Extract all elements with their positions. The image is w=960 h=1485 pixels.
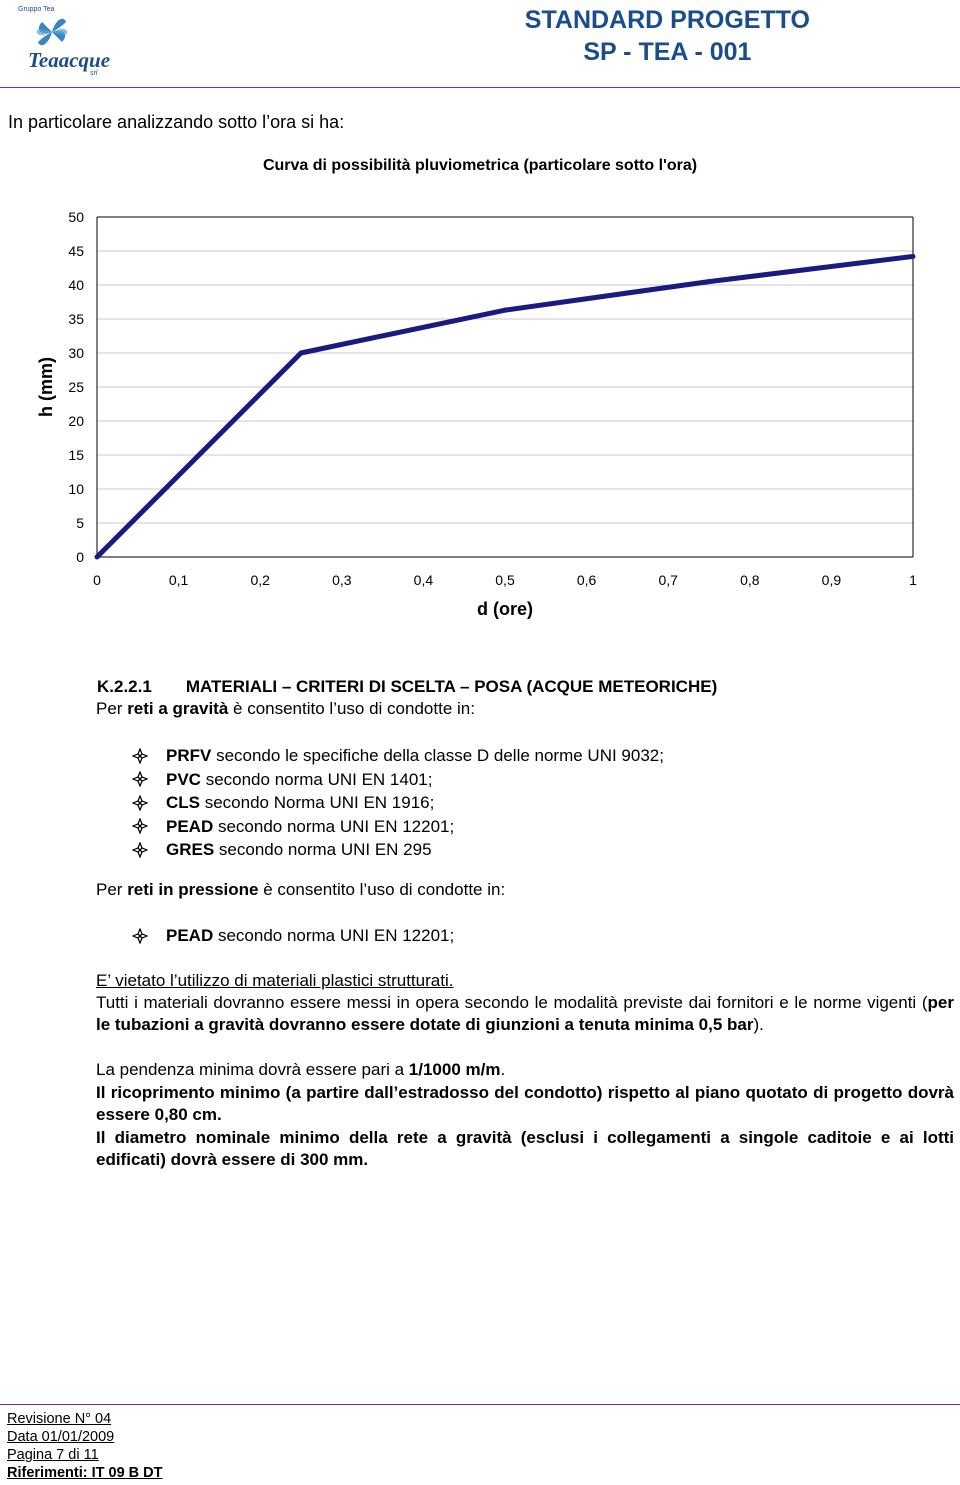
x-axis-label: d (ore): [477, 599, 533, 619]
y-tick-label: 50: [68, 209, 84, 225]
y-tick-label: 35: [68, 311, 84, 327]
document-title-line1: STANDARD PROGETTO: [524, 6, 810, 34]
list-item-standard: secondo le specifiche della classe D delle norme UNI 9032;: [211, 746, 664, 765]
list-item-material: PVC: [166, 769, 201, 789]
x-tick-label: 0,8: [740, 572, 760, 588]
gravity-intro-post: è consentito l’uso di condotte in:: [228, 699, 475, 718]
page-footer: [7, 1410, 163, 1482]
gravity-intro: [96, 698, 954, 720]
list-item: [132, 838, 664, 862]
chart-title-text: Curva di possibilità pluviometrica (particolare sotto l'ora): [262, 157, 698, 174]
document-title-line2: SP - TEA - 001: [583, 38, 752, 66]
data-point: [911, 254, 916, 259]
installation-post: ).: [753, 1015, 764, 1034]
y-tick-label: 10: [68, 481, 84, 497]
list-item-material: CLS: [166, 793, 200, 812]
rainfall-curve-chart: [0, 195, 960, 635]
chart-title: [0, 157, 960, 175]
x-tick-label: 0: [93, 572, 101, 588]
diamond-bullet-icon: [132, 842, 148, 858]
pressure-materials-list: [132, 924, 454, 948]
cover-paragraph: Il ricoprimento minimo (a partire dall’estradosso del condotto) rispetto al piano quotato di progetto dovrà essere 0,80 cm.: [96, 1083, 954, 1124]
diamond-bullet-icon: [132, 795, 148, 811]
x-tick-label: 0,7: [658, 572, 678, 588]
pressure-intro-pre: Per: [96, 880, 128, 899]
document-title: [525, 4, 810, 68]
logo-group-label: Gruppo Tea: [18, 6, 55, 13]
list-item: [132, 815, 664, 839]
gravity-intro-pre: Per: [96, 699, 128, 718]
footer-references: Riferimenti: IT 09 B DT: [7, 1465, 163, 1481]
diamond-bullet-icon: [132, 771, 148, 787]
footer-page: Pagina 7 di 11: [7, 1447, 99, 1463]
y-tick-label: 30: [68, 345, 84, 361]
installation-paragraph: [96, 992, 954, 1036]
list-item: [132, 791, 664, 815]
plastic-note: E’ vietato l’utilizzo di materiali plastici strutturati.: [96, 971, 454, 990]
section-title: MATERIALI – CRITERI DI SCELTA – POSA (ACQUE METEORICHE): [185, 677, 718, 696]
x-tick-label: 0,9: [821, 572, 842, 588]
footer-revision: Revisione N° 04: [7, 1411, 112, 1427]
footer-divider: [0, 1404, 960, 1405]
y-tick-label: 45: [68, 243, 84, 259]
x-tick-label: 0,3: [332, 572, 352, 588]
logo-wordmark: Teaacque: [28, 48, 111, 72]
y-tick-label: 5: [76, 515, 84, 531]
list-item-standard: secondo norma UNI EN 12201;: [213, 926, 455, 945]
footer-date: Data 01/01/2009: [7, 1429, 115, 1445]
company-logo: [8, 4, 118, 80]
pressure-intro-bold: reti in pressione: [127, 880, 259, 899]
data-point: [503, 308, 508, 313]
data-point: [707, 279, 712, 284]
list-item-material: PEAD: [166, 816, 214, 836]
y-tick-label: 40: [68, 277, 84, 293]
diamond-bullet-icon: [132, 818, 148, 834]
list-item-material: PRFV: [166, 746, 212, 765]
list-item-material: GRES: [166, 840, 215, 859]
series-line: [97, 256, 913, 557]
installation-pre: Tutti i materiali dovranno essere messi in opera secondo le modalità previste dai fornitori e le norme vigenti (: [96, 993, 928, 1012]
y-tick-label: 15: [68, 447, 84, 463]
y-tick-label: 0: [76, 549, 84, 565]
diamond-bullet-icon: [132, 928, 148, 944]
header-divider: [0, 87, 960, 88]
slope-paragraph: [96, 1059, 954, 1081]
x-tick-label: 0,5: [495, 572, 515, 588]
y-tick-label: 20: [68, 413, 84, 429]
diameter-paragraph: Il diametro nominale minimo della rete a gravità (esclusi i collegamenti a singole caditoie e ai lotti edificati) dovrà essere di 300 mm.: [96, 1128, 954, 1169]
pressure-intro: [96, 879, 954, 901]
list-item-standard: secondo norma UNI EN 1401;: [200, 769, 433, 789]
slope-pre: La pendenza minima dovrà essere pari a: [96, 1060, 409, 1079]
diamond-bullet-icon: [132, 748, 148, 764]
page-header: [0, 0, 960, 88]
installation-bold: per le tubazioni a gravità dovranno essere dotate di giunzioni a tenuta minima 0,5 bar: [96, 993, 954, 1034]
x-tick-label: 0,2: [250, 572, 270, 588]
x-tick-label: 0,1: [168, 572, 189, 588]
list-item-standard: secondo norma UNI EN 12201;: [213, 816, 455, 836]
gravity-materials-list: [132, 744, 664, 862]
x-tick-label: 0,6: [576, 572, 597, 588]
section-heading: [97, 677, 717, 697]
list-item-material: PEAD: [166, 926, 214, 945]
x-tick-label: 0,4: [413, 572, 434, 588]
list-item: [132, 744, 664, 768]
slope-bold: 1/1000 m/m: [408, 1060, 501, 1079]
list-item: [132, 924, 454, 948]
logo-suffix: srl: [90, 70, 98, 77]
y-tick-label: 25: [68, 379, 84, 395]
list-item: [132, 768, 664, 792]
y-axis-label: h (mm): [36, 357, 56, 417]
data-point: [95, 555, 100, 560]
intro-text: In particolare analizzando sotto l’ora si ha:: [8, 112, 345, 132]
data-point: [299, 351, 304, 356]
pressure-intro-post: è consentito l’uso di condotte in:: [258, 880, 506, 899]
slope-post: .: [500, 1060, 506, 1079]
list-item-standard: secondo norma UNI EN 295: [214, 840, 432, 859]
gravity-intro-bold: reti a gravità: [127, 699, 229, 718]
section-number: K.2.2.1: [97, 677, 152, 696]
list-item-standard: secondo Norma UNI EN 1916;: [200, 793, 435, 812]
x-tick-label: 1: [909, 572, 917, 588]
